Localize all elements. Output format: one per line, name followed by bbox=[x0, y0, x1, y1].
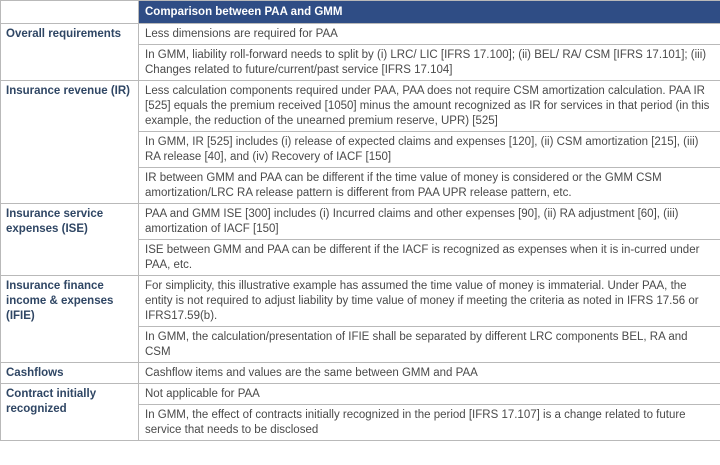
table-row bbox=[1, 24, 720, 81]
table-header-row bbox=[1, 1, 720, 24]
row-paragraph: Cashflow items and values are the same between GMM and PAA bbox=[145, 367, 478, 379]
table-body bbox=[1, 24, 720, 441]
header-blank-cell bbox=[1, 1, 139, 24]
row-label: Cashflows bbox=[1, 363, 139, 384]
table-row bbox=[1, 81, 720, 204]
row-content bbox=[139, 24, 720, 81]
row-label: Contract initially recognized bbox=[1, 384, 139, 441]
row-paragraph: In GMM, the effect of contracts initially recognized in the period [IFRS 17.107] is a change related to future service that needs to be disclosed bbox=[139, 404, 720, 440]
row-content bbox=[139, 204, 720, 276]
row-paragraph: In GMM, liability roll-forward needs to split by (i) LRC/ LIC [IFRS 17.100]; (ii) BEL/ RA/ CSM [IFRS 17.101]; (iii) Changes related to future/current/past service [IFRS 17.104] bbox=[139, 44, 720, 80]
row-paragraph: For simplicity, this illustrative example has assumed the time value of money is immaterial. Under PAA, the entity is not required to adjust liability by time value of money if meeting the criteria as noted in IFRS 17.56 or IFRS17.59(b). bbox=[145, 280, 699, 322]
row-paragraph: Less dimensions are required for PAA bbox=[145, 28, 338, 40]
table-row bbox=[1, 204, 720, 276]
row-paragraph: In GMM, IR [525] includes (i) release of expected claims and expenses [120], (ii) CSM amortization [215], (iii) RA release [40], and (iv) Recovery of IACF [150] bbox=[139, 131, 720, 167]
row-label: Insurance revenue (IR) bbox=[1, 81, 139, 204]
row-paragraph: ISE between GMM and PAA can be different if the IACF is recognized as expenses when it is in-curred under PAA, etc. bbox=[139, 239, 720, 275]
row-paragraph: Less calculation components required under PAA, PAA does not require CSM amortization calculation. PAA IR [525] equals the premium received [1050] minus the amount recognized as IR for services in that period (in this example, the reduction of the unearned premium reserve, UPR) [525] bbox=[145, 85, 710, 127]
row-content bbox=[139, 81, 720, 204]
row-label: Overall requirements bbox=[1, 24, 139, 81]
row-label: Insurance finance income & expenses (IFIE) bbox=[1, 276, 139, 363]
row-paragraph: Not applicable for PAA bbox=[145, 388, 260, 400]
row-content bbox=[139, 276, 720, 363]
table-row bbox=[1, 276, 720, 363]
row-paragraph: IR between GMM and PAA can be different if the time value of money is considered or the GMM CSM amortization/LRC RA release pattern is different from PAA UPR release pattern, etc. bbox=[139, 167, 720, 203]
table-title: Comparison between PAA and GMM bbox=[139, 1, 720, 24]
table-row bbox=[1, 384, 720, 441]
row-label: Insurance service expenses (ISE) bbox=[1, 204, 139, 276]
row-content bbox=[139, 363, 720, 384]
row-paragraph: In GMM, the calculation/presentation of IFIE shall be separated by different LRC components BEL, RA and CSM bbox=[139, 326, 720, 362]
table-row bbox=[1, 363, 720, 384]
row-content bbox=[139, 384, 720, 441]
row-paragraph: PAA and GMM ISE [300] includes (i) Incurred claims and other expenses [90], (ii) RA adjustment [60], (iii) amortization of IACF [150] bbox=[145, 208, 679, 235]
